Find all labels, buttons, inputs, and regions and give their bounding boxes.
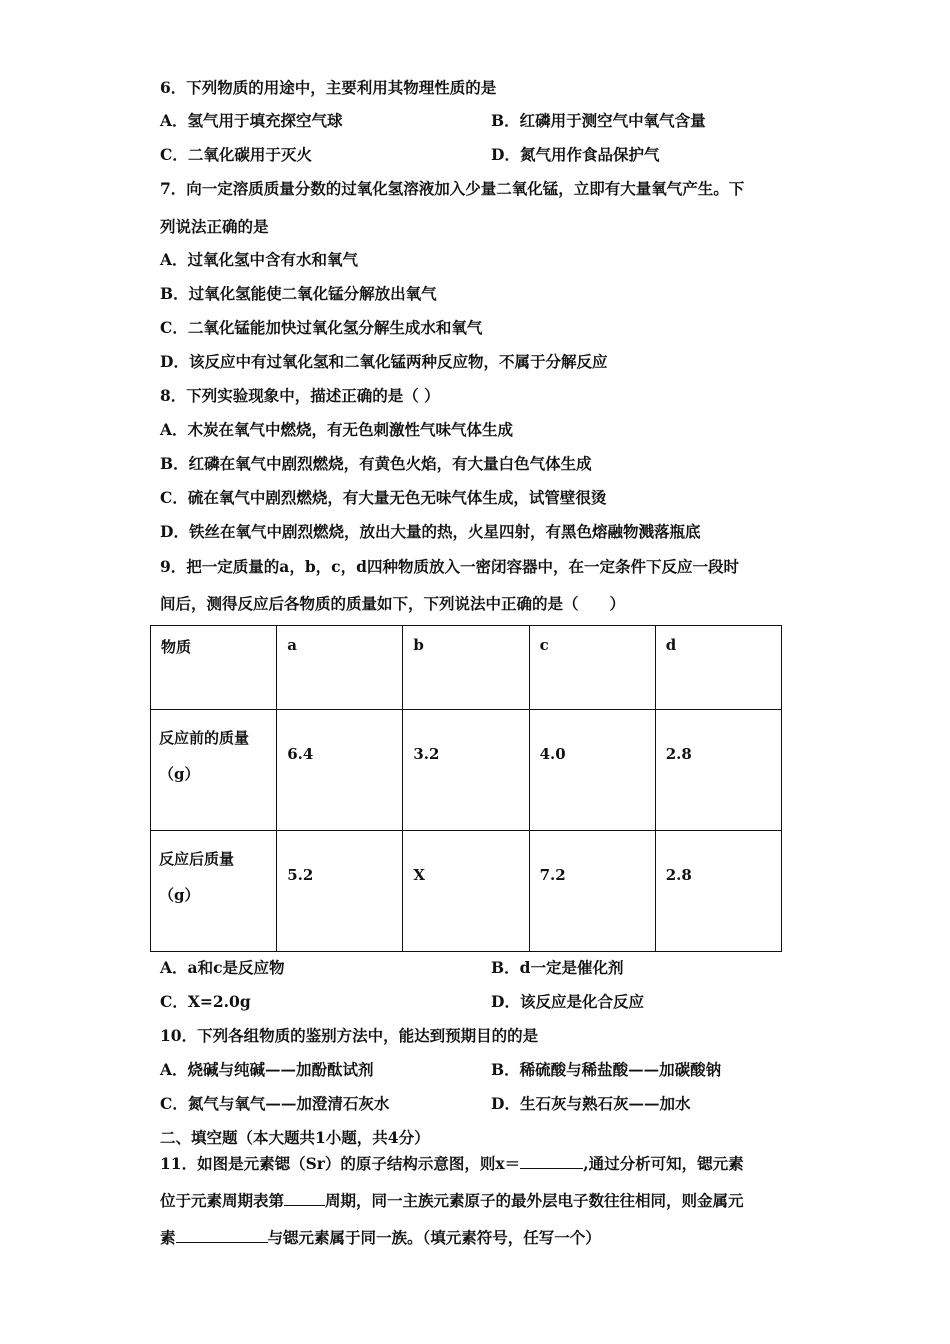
q7-option-a: A．过氧化氢中含有水和氧气 xyxy=(160,250,359,269)
table-cell: 6.4 xyxy=(277,710,403,831)
row-label: 反应后质量 xyxy=(159,850,235,868)
table-header-cell: b xyxy=(403,626,529,710)
table-header-cell: c xyxy=(529,626,655,710)
row-unit: （g） xyxy=(159,886,200,904)
row-unit: （g） xyxy=(159,765,200,783)
q9-option-c: C．X=2.0g xyxy=(160,992,251,1011)
section-heading: 二、填空题（本大题共1小题，共4分） xyxy=(160,1128,430,1147)
q7-stem-line1: 7．向一定溶质质量分数的过氧化氢溶液加入少量二氧化锰，立即有大量氧气产生。下 xyxy=(160,179,745,198)
q6-option-d: D．氮气用作食品保护气 xyxy=(491,145,660,164)
q10-option-b: B．稀硫酸与稀盐酸——加碳酸钠 xyxy=(491,1060,722,1079)
q10-option-a: A．烧碱与纯碱——加酚酞试剂 xyxy=(160,1060,374,1079)
q9-option-d: D．该反应是化合反应 xyxy=(491,992,644,1011)
q6-option-b: B．红磷用于测空气中氧气含量 xyxy=(491,111,706,130)
q10-option-c: C．氮气与氧气——加澄清石灰水 xyxy=(160,1094,390,1113)
q8-option-a: A．木炭在氧气中燃烧，有无色刺激性气味气体生成 xyxy=(160,420,514,439)
table-header-cell: a xyxy=(277,626,403,710)
q9-option-b: B．d一定是催化剂 xyxy=(491,958,624,977)
table-cell: X xyxy=(403,831,529,952)
table-cell: 2.8 xyxy=(655,710,781,831)
answer-blank-x[interactable] xyxy=(520,1154,583,1169)
table-row-after xyxy=(151,831,782,952)
q11-line3-text-a: 素 xyxy=(160,1228,176,1247)
table-row-before xyxy=(151,710,782,831)
answer-blank-element[interactable] xyxy=(176,1228,268,1243)
q11-line2-text-b: 周期，同一主族元素原子的最外层电子数往往相同，则金属元 xyxy=(325,1191,744,1210)
q8-option-d: D．铁丝在氧气中剧烈燃烧，放出大量的热，火星四射，有黑色熔融物溅落瓶底 xyxy=(160,522,701,541)
q7-option-c: C．二氧化锰能加快过氧化氢分解生成水和氧气 xyxy=(160,318,483,337)
q7-stem-line2: 列说法正确的是 xyxy=(160,217,269,236)
row-label-cell xyxy=(151,710,277,831)
q8-stem: 8．下列实验现象中，描述正确的是（ ） xyxy=(160,386,440,405)
q11-line1-text-b: ,通过分析可知，锶元素 xyxy=(583,1154,744,1173)
row-label: 反应前的质量 xyxy=(159,729,250,747)
q8-option-b: B．红磷在氧气中剧烈燃烧，有黄色火焰，有大量白色气体生成 xyxy=(160,454,592,473)
answer-blank-period[interactable] xyxy=(284,1191,325,1206)
table-header-cell: 物质 xyxy=(151,626,277,710)
q11-line1-text-a: 11．如图是元素锶（Sr）的原子结构示意图，则x＝ xyxy=(160,1154,521,1173)
q6-stem: 6．下列物质的用途中，主要利用其物理性质的是 xyxy=(160,78,497,97)
table-cell: 7.2 xyxy=(529,831,655,952)
q11-line3 xyxy=(160,1228,601,1248)
q11-line3-text-b: 与锶元素属于同一族。（填元素符号，任写一个） xyxy=(267,1228,601,1247)
q6-option-a: A．氢气用于填充探空气球 xyxy=(160,111,343,130)
q7-option-d: D．该反应中有过氧化氢和二氧化锰两种反应物，不属于分解反应 xyxy=(160,352,608,371)
q11-line1 xyxy=(160,1154,744,1174)
table-cell: 2.8 xyxy=(655,831,781,952)
q7-option-b: B．过氧化氢能使二氧化锰分解放出氧气 xyxy=(160,284,437,303)
mass-table xyxy=(150,625,782,952)
q8-option-c: C．硫在氧气中剧烈燃烧，有大量无色无味气体生成，试管壁很烫 xyxy=(160,488,607,507)
table-cell: 5.2 xyxy=(277,831,403,952)
q9-stem-line2: 间后，测得反应后各物质的质量如下，下列说法中正确的是（ ） xyxy=(160,594,626,613)
table-cell: 3.2 xyxy=(403,710,529,831)
table-cell: 4.0 xyxy=(529,710,655,831)
q11-line2-text-a: 位于元素周期表第 xyxy=(160,1191,285,1210)
table-header-cell: d xyxy=(655,626,781,710)
row-label-cell xyxy=(151,831,277,952)
q9-stem-line1: 9．把一定质量的a，b，c，d四种物质放入一密闭容器中，在一定条件下反应一段时 xyxy=(160,557,739,576)
q10-stem: 10．下列各组物质的鉴别方法中，能达到预期目的的是 xyxy=(160,1026,539,1045)
q9-option-a: A．a和c是反应物 xyxy=(160,958,285,977)
table-header-row xyxy=(151,626,782,710)
q10-option-d: D．生石灰与熟石灰——加水 xyxy=(491,1094,691,1113)
q6-option-c: C．二氧化碳用于灭火 xyxy=(160,145,312,164)
q11-line2 xyxy=(160,1191,744,1211)
